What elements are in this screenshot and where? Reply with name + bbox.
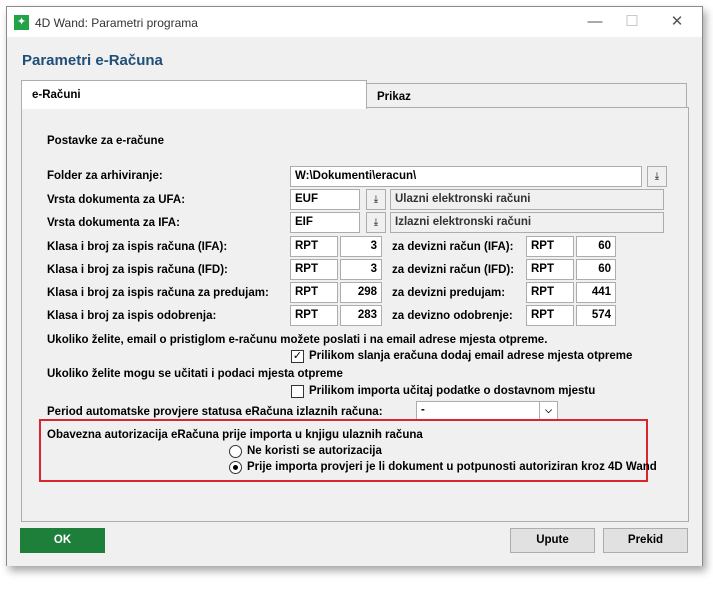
- section-title: Postavke za e-račune: [47, 135, 164, 147]
- footer: [7, 522, 702, 566]
- ok-button[interactable]: OK: [20, 528, 105, 553]
- devizni-broj-input[interactable]: 441: [576, 282, 616, 303]
- help-button[interactable]: Upute: [510, 528, 595, 553]
- tab-label: e-Računi: [32, 89, 81, 101]
- tab-prikaz[interactable]: [367, 83, 687, 108]
- klasa-label: Klasa i broj za ispis računa (IFA):: [47, 241, 228, 253]
- ifa-label: Vrsta dokumenta za IFA:: [47, 217, 180, 229]
- auth-option-check-label: Prije importa provjeri je li dokument u potpunosti autoriziran kroz 4D Wand: [247, 461, 657, 473]
- devizni-label: za devizni račun (IFD):: [392, 264, 515, 276]
- period-select[interactable]: [416, 401, 558, 420]
- klasa-input[interactable]: RPT: [290, 305, 338, 326]
- klasa-label: Klasa i broj za ispis odobrenja:: [47, 310, 217, 322]
- broj-input[interactable]: 3: [340, 259, 382, 280]
- auth-option-none-label: Ne koristi se autorizacija: [247, 445, 382, 457]
- maximize-button[interactable]: ☐: [625, 13, 639, 30]
- klasa-input[interactable]: RPT: [290, 259, 338, 280]
- window-title: 4D Wand: Parametri programa: [35, 16, 198, 30]
- broj-input[interactable]: 283: [340, 305, 382, 326]
- ifa-description: Izlazni elektronski računi: [390, 212, 664, 233]
- period-value: -: [421, 404, 425, 416]
- devizni-klasa-input[interactable]: RPT: [526, 259, 574, 280]
- devizni-klasa-input[interactable]: RPT: [526, 282, 574, 303]
- email-note: Ukoliko želite, email o pristiglom e-računu možete poslati i na email adrese mjesta otpreme.: [47, 334, 548, 346]
- minimize-button[interactable]: —: [587, 13, 603, 30]
- devizni-broj-input[interactable]: 60: [576, 259, 616, 280]
- klasa-label: Klasa i broj za ispis računa (IFD):: [47, 264, 228, 276]
- tab-label: Prikaz: [377, 91, 411, 103]
- klasa-input[interactable]: RPT: [290, 282, 338, 303]
- ifa-code-input[interactable]: EIF: [290, 212, 360, 233]
- broj-input[interactable]: 3: [340, 236, 382, 257]
- app-logo-icon: ✦: [14, 15, 29, 30]
- close-button[interactable]: ✕: [670, 13, 684, 30]
- tab-e-racuni[interactable]: [21, 80, 367, 109]
- devizni-broj-input[interactable]: 574: [576, 305, 616, 326]
- page-title: Parametri e-Računa: [22, 52, 163, 69]
- period-label: Period automatske provjere statusa eRačuna izlaznih računa:: [47, 406, 383, 418]
- import-note: Ukoliko želite mogu se učitati i podaci mjesta otpreme: [47, 368, 343, 380]
- auth-option-none-radio[interactable]: [229, 445, 242, 458]
- auth-title: Obavezna autorizacija eRačuna prije importa u knjigu ulaznih računa: [47, 429, 423, 441]
- devizni-label: za devizno odobrenje:: [392, 310, 513, 322]
- ufa-code-input[interactable]: EUF: [290, 189, 360, 210]
- broj-input[interactable]: 298: [340, 282, 382, 303]
- klasa-input[interactable]: RPT: [290, 236, 338, 257]
- import-checkbox-label: Prilikom importa učitaj podatke o dostavnom mjestu: [309, 385, 596, 397]
- folder-input[interactable]: W:\Dokumenti\eracun\: [290, 166, 642, 187]
- folder-label: Folder za arhiviranje:: [47, 170, 163, 182]
- devizni-label: za devizni račun (IFA):: [392, 241, 514, 253]
- email-checkbox[interactable]: ✓: [292, 350, 303, 362]
- ufa-description: Ulazni elektronski računi: [390, 189, 664, 210]
- auth-option-check-radio[interactable]: [229, 461, 242, 474]
- radio-dot: [233, 465, 238, 470]
- devizni-broj-input[interactable]: 60: [576, 236, 616, 257]
- dialog-window: [6, 6, 703, 566]
- cancel-button[interactable]: Prekid: [603, 528, 688, 553]
- folder-browse-icon[interactable]: ⤓: [647, 166, 667, 187]
- chevron-down-icon: ⌵: [539, 402, 557, 419]
- import-checkbox[interactable]: [291, 385, 304, 398]
- devizni-klasa-input[interactable]: RPT: [526, 236, 574, 257]
- devizni-klasa-input[interactable]: RPT: [526, 305, 574, 326]
- ufa-label: Vrsta dokumenta za UFA:: [47, 194, 186, 206]
- title-bar: [7, 7, 702, 37]
- ufa-dropdown-icon[interactable]: ⤓: [366, 189, 386, 210]
- email-checkbox-label: Prilikom slanja eračuna dodaj email adrese mjesta otpreme: [309, 350, 633, 362]
- klasa-label: Klasa i broj za ispis računa za predujam:: [47, 287, 269, 299]
- ifa-dropdown-icon[interactable]: ⤓: [366, 212, 386, 233]
- devizni-label: za devizni predujam:: [392, 287, 506, 299]
